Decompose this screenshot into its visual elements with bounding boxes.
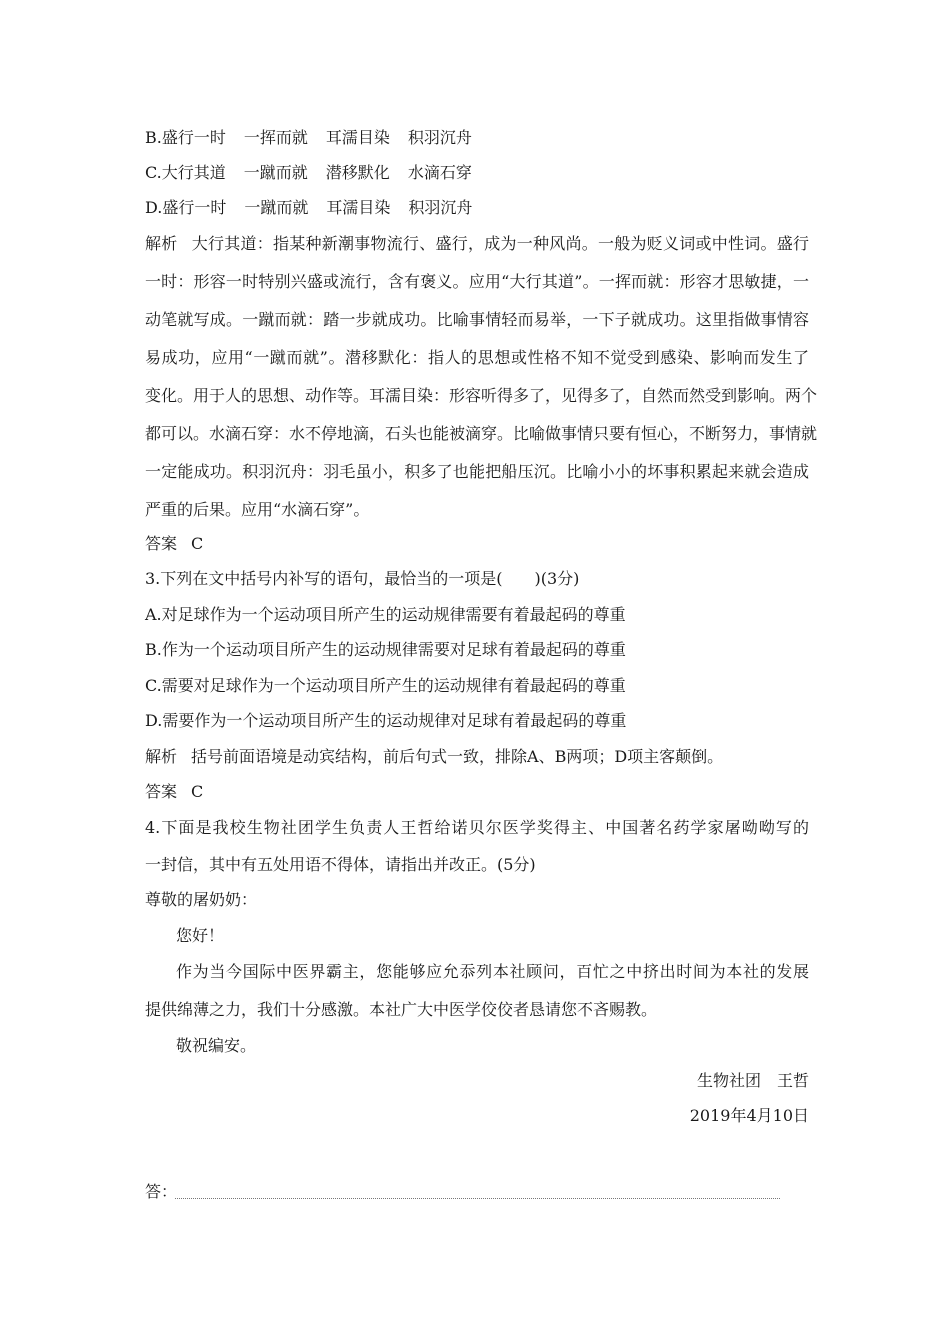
q3-analysis <box>145 747 723 767</box>
option-item: 一蹴而就 <box>244 198 309 217</box>
q2-analysis-line: 严重的后果。应用“水滴石穿”。 <box>145 500 370 519</box>
q2-answer <box>145 534 203 554</box>
q2-analysis-line: 一时：形容一时特别兴盛或流行，含有褒义。应用“大行其道”。一挥而就：形容才思敏捷，一 <box>145 272 809 291</box>
option-item: 一挥而就 <box>243 128 308 147</box>
analysis-text: 大行其道：指某种新潮事物流行、盛行，成为一种风尚。一般为贬义词或中性词。盛行 <box>191 234 809 253</box>
answer-value: C <box>191 782 204 801</box>
q2-analysis-line <box>145 234 809 254</box>
option-letter: B. <box>145 128 162 147</box>
q2-analysis-line: 变化。用于人的思想、动作等。耳濡目染：形容听得多了，见得多了，自然而然受到影响。两个 <box>145 386 818 405</box>
q2-analysis-line: 一定能成功。积羽沉舟：羽毛虽小，积多了也能把船压沉。比喻小小的坏事积累起来就会造成 <box>145 462 809 481</box>
q2-analysis-line: 易成功，应用“一蹴而就”。潜移默化：指人的思想或性格不知不觉受到感染、影响而发生了 <box>145 348 809 367</box>
q3-option-c: C.需要对足球作为一个运动项目所产生的运动规律有着最起码的尊重 <box>145 676 626 695</box>
answer-value: C <box>191 534 204 553</box>
answer-input-line[interactable] <box>175 1197 780 1199</box>
option-item: 盛行一时 <box>161 128 226 147</box>
option-letter: D. <box>145 198 163 217</box>
option-item: 积羽沉舟 <box>408 198 473 217</box>
option-item: 积羽沉舟 <box>407 128 472 147</box>
letter-body-line: 提供绵薄之力，我们十分感激。本社广大中医学佼佼者恳请您不吝赐教。 <box>145 1000 658 1019</box>
letter-closing: 敬祝编安。 <box>176 1036 257 1055</box>
letter-signature: 生物社团 王哲 <box>696 1071 809 1090</box>
q4-stem-line: 一封信，其中有五处用语不得体，请指出并改正。(5分) <box>145 855 536 874</box>
q2-option-d <box>145 198 472 218</box>
answer-label: 答案 <box>145 782 178 801</box>
answer-prompt: 答： <box>145 1182 178 1201</box>
option-item: 潜移默化 <box>325 163 390 182</box>
option-item: 大行其道 <box>161 163 226 182</box>
letter-body-line: 作为当今国际中医界霸主，您能够应允忝列本社顾问，百忙之中挤出时间为本社的发展 <box>176 962 809 981</box>
letter-date: 2019年4月10日 <box>689 1106 809 1125</box>
option-item: 耳濡目染 <box>325 128 390 147</box>
option-item: 一蹴而就 <box>243 163 308 182</box>
q3-option-b: B.作为一个运动项目所产生的运动规律需要对足球有着最起码的尊重 <box>145 640 626 659</box>
analysis-text: 括号前面语境是动宾结构，前后句式一致，排除A、B两项；D项主客颠倒。 <box>191 747 724 766</box>
q3-option-d: D.需要作为一个运动项目所产生的运动规律对足球有着最起码的尊重 <box>145 711 627 730</box>
q2-option-b <box>145 128 472 148</box>
q3-option-a: A.对足球作为一个运动项目所产生的运动规律需要有着最起码的尊重 <box>145 605 626 624</box>
letter-salutation: 尊敬的屠奶奶： <box>145 890 258 909</box>
option-letter: C. <box>145 163 162 182</box>
analysis-label: 解析 <box>145 234 178 253</box>
q2-analysis-line: 动笔就写成。一蹴而就：踏一步就成功。比喻事情轻而易举，一下子就成功。这里指做事情容 <box>145 310 809 329</box>
option-item: 水滴石穿 <box>407 163 472 182</box>
answer-label: 答案 <box>145 534 178 553</box>
q3-answer <box>145 782 203 802</box>
q2-option-c <box>145 163 472 183</box>
q2-analysis-line: 都可以。水滴石穿：水不停地滴，石头也能被滴穿。比喻做事情只要有恒心，不断努力，事情就 <box>145 424 818 443</box>
q4-stem-line: 4.下面是我校生物社团学生负责人王哲给诺贝尔医学奖得主、中国著名药学家屠呦呦写的 <box>145 818 809 837</box>
option-item: 耳濡目染 <box>326 198 391 217</box>
analysis-label: 解析 <box>145 747 178 766</box>
letter-greeting: 您好！ <box>176 926 225 945</box>
q3-stem: 3.下列在文中括号内补写的语句，最恰当的一项是( )(3分) <box>145 569 580 588</box>
option-item: 盛行一时 <box>162 198 227 217</box>
